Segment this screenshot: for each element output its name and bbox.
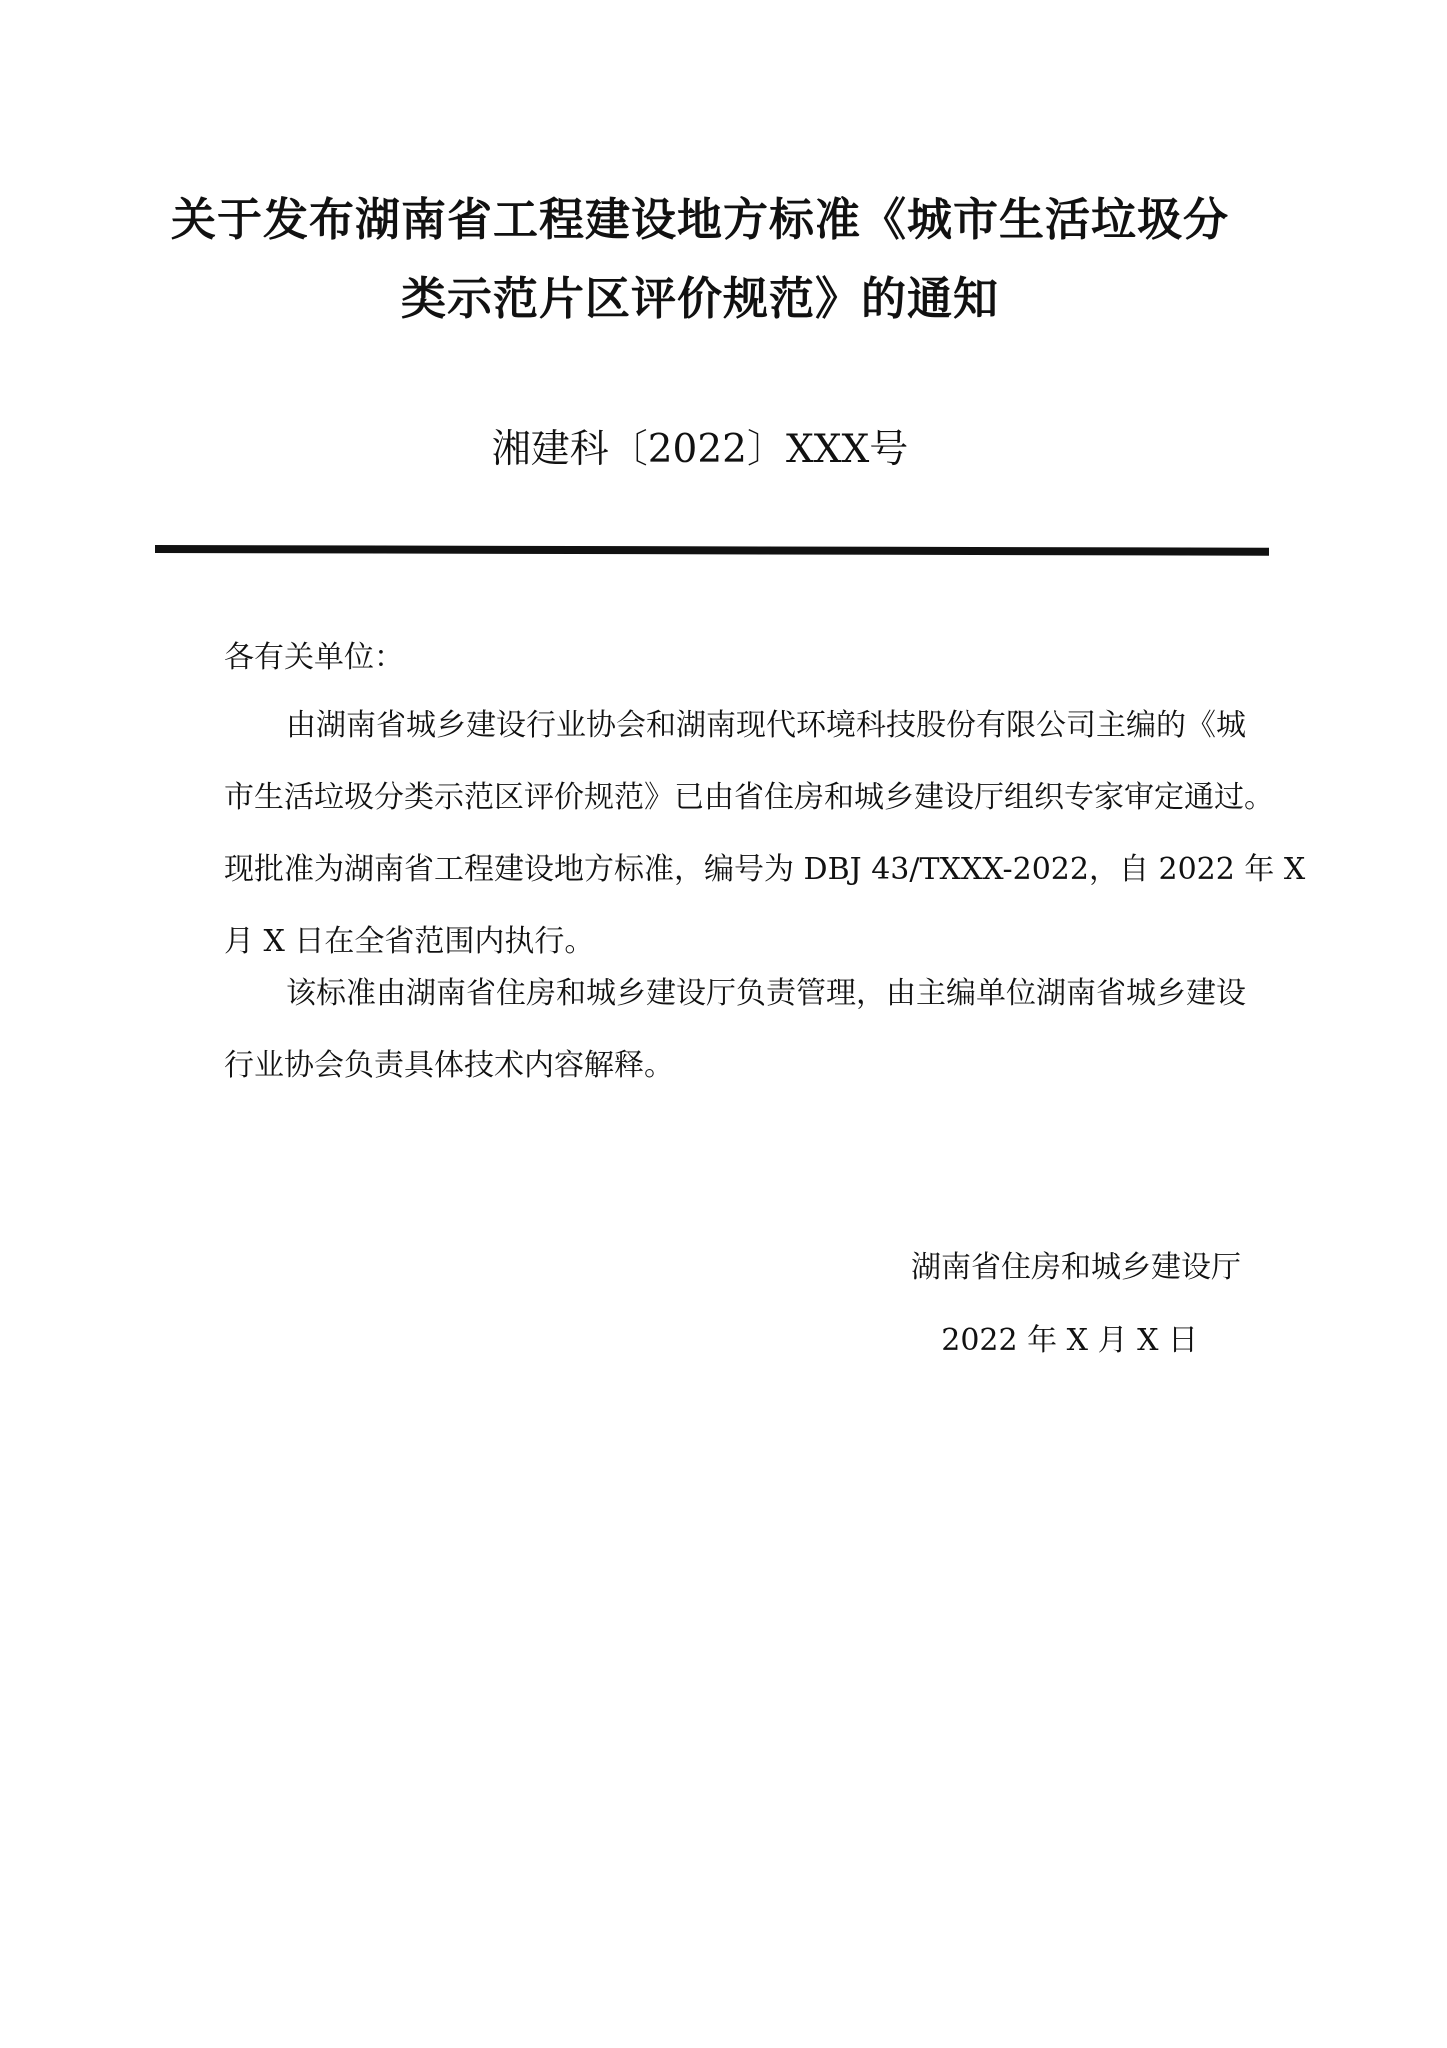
signature-organization: 湖南省住房和城乡建设厅 bbox=[911, 1250, 1241, 1285]
header-divider-rule bbox=[155, 545, 1269, 556]
body-paragraph-1 bbox=[224, 690, 1306, 978]
paragraph-2-line-1: 该标准由湖南省住房和城乡建设厅负责管理，由主编单位湖南省城乡建设 bbox=[286, 976, 1246, 1011]
body-paragraph-2 bbox=[224, 958, 1244, 1102]
paragraph-2-line-2: 行业协会负责具体技术内容解释。 bbox=[224, 1048, 674, 1083]
paragraph-1-line-3: 现批准为湖南省工程建设地方标准，编号为 DBJ 43/TXXX-2022，自 2022 年 X bbox=[224, 852, 1306, 887]
document-title-line-1: 关于发布湖南省工程建设地方标准《城市生活垃圾分 bbox=[170, 193, 1229, 246]
paragraph-1-line-4: 月 X 日在全省范围内执行。 bbox=[224, 924, 595, 959]
document-number: 湘建科〔2022〕XXX号 bbox=[491, 427, 909, 472]
paragraph-1-line-1: 由湖南省城乡建设行业协会和湖南现代环境科技股份有限公司主编的《城 bbox=[286, 708, 1246, 743]
document-title-line-2: 类示范片区评价规范》的通知 bbox=[400, 272, 999, 325]
salutation: 各有关单位： bbox=[224, 640, 404, 675]
paragraph-1-line-2: 市生活垃圾分类示范区评价规范》已由省住房和城乡建设厅组织专家审定通过。 bbox=[224, 780, 1274, 815]
signature-date: 2022 年 X 月 X 日 bbox=[941, 1323, 1198, 1358]
